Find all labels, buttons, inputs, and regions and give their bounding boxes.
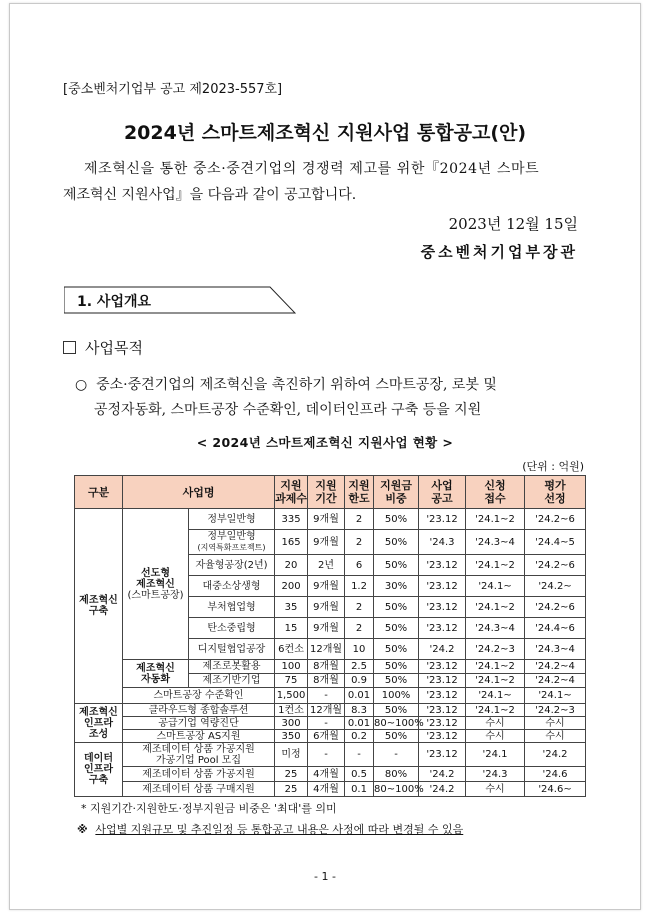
- cell-project-name: 제조기반기업: [189, 674, 275, 688]
- intro-line-1: 제조혁신을 통한 중소·중견기업의 경쟁력 제고를 위한『2024년 스마트: [84, 161, 540, 177]
- table-row: [75, 767, 586, 782]
- cell-notice: '23.12: [419, 743, 466, 767]
- cell-project-name: 정부일반형: [189, 509, 275, 530]
- header-category: 구분: [75, 476, 123, 509]
- header-target-count: 지원 과제수: [275, 476, 308, 509]
- cell-ratio: 50%: [374, 618, 419, 639]
- cell-notice: '23.12: [419, 618, 466, 639]
- cell-apply: '24.1~2: [466, 597, 525, 618]
- purpose-bullet-line-1: [75, 374, 497, 394]
- cell-apply: 수시: [466, 730, 525, 743]
- cell-ratio: 50%: [374, 639, 419, 660]
- footnote-subject-to-change: [77, 821, 463, 837]
- cell-notice: '23.12: [419, 717, 466, 730]
- group-manufacturing-build: 제조혁신 구축: [75, 509, 123, 704]
- cell-ratio: 50%: [374, 597, 419, 618]
- cell-period: 9개월: [308, 576, 345, 597]
- cell-count: 35: [275, 597, 308, 618]
- cell-project-name: 대중소상생형: [189, 576, 275, 597]
- cell-apply: 수시: [466, 717, 525, 730]
- cell-ratio: 50%: [374, 530, 419, 555]
- cell-limit: 10: [345, 639, 374, 660]
- cell-apply: '24.1~2: [466, 555, 525, 576]
- cell-project-name: 제조데이터 상품 가공지원: [123, 767, 275, 782]
- cell-ratio: 80~100%: [374, 717, 424, 729]
- cell-apply: '24.1~2: [466, 674, 525, 688]
- cell-eval: '24.2~4: [525, 674, 586, 688]
- cell-notice: '23.12: [419, 597, 466, 618]
- cell-limit: 6: [345, 555, 374, 576]
- cell-eval: '24.4~6: [525, 618, 586, 639]
- cell-ratio: 50%: [374, 730, 419, 743]
- purpose-bullet-text-1: 중소·중견기업의 제조혁신을 촉진하기 위하여 스마트공장, 로봇 및: [96, 377, 497, 393]
- cell-eval: '24.6: [525, 767, 586, 782]
- cell-limit: 2: [345, 530, 374, 555]
- cell-limit: 0.9: [345, 674, 374, 688]
- support-program-table: [74, 475, 586, 797]
- announcement-date: 2023년 12월 15일: [448, 215, 578, 233]
- cell-project-name: 자율형공장(2년): [189, 555, 275, 576]
- cell-count: 165: [275, 530, 308, 555]
- cell-limit: 0.01: [345, 717, 374, 730]
- header-notice: 사업 공고: [419, 476, 466, 509]
- cell-period: 9개월: [308, 597, 345, 618]
- cell-eval: 수시: [525, 717, 586, 730]
- cell-apply: '24.1~2: [466, 704, 525, 717]
- cell-period: 9개월: [308, 618, 345, 639]
- cell-project-name: 클라우드형 종합솔루션: [123, 704, 275, 717]
- header-ratio: 지원금 비중: [374, 476, 419, 509]
- cell-ratio: 50%: [374, 509, 419, 530]
- cell-apply: '24.3~4: [466, 530, 525, 555]
- cell-project-name: 공급기업 역량진단: [123, 717, 275, 730]
- cell-limit: 8.3: [345, 704, 374, 717]
- cell-apply: '24.1~2: [466, 660, 525, 674]
- cell-limit: 0.2: [345, 730, 374, 743]
- cell-count: 300: [275, 717, 308, 730]
- notice-number: [중소벤처기업부 공고 제2023-557호]: [63, 82, 283, 97]
- footnote-max-values: * 지원기간·지원한도·정부지원금 비중은 '최대'를 의미: [81, 802, 337, 815]
- cell-count: 6컨소: [275, 639, 308, 660]
- cell-count: 1컨소: [275, 704, 308, 717]
- footnote-change-text: 사업별 지원규모 및 추진일정 등 통합공고 내용은 사정에 따라 변경될 수 있음: [95, 823, 464, 836]
- cell-notice: '24.2: [419, 639, 466, 660]
- cell-limit: 2.5: [345, 660, 374, 674]
- cell-apply: '24.2~3: [466, 639, 525, 660]
- cell-ratio: 50%: [374, 674, 419, 688]
- purpose-bullet-line-2: 공정자동화, 스마트공장 수준확인, 데이터인프라 구축 등을 지원: [94, 402, 482, 418]
- cell-count: 25: [275, 767, 308, 782]
- cell-eval: '24.6~: [525, 782, 586, 797]
- cell-eval: '24.2~4: [525, 660, 586, 674]
- table-row: [75, 743, 586, 767]
- cell-project-name: 탄소중립형: [189, 618, 275, 639]
- cell-ratio: 50%: [374, 555, 419, 576]
- cell-ratio: 100%: [374, 688, 419, 704]
- header-eval: 평가 선정: [525, 476, 586, 509]
- cell-eval: 수시: [525, 730, 586, 743]
- cell-period: -: [308, 688, 345, 704]
- cell-apply: '24.3: [466, 767, 525, 782]
- cell-apply: '24.1~2: [466, 509, 525, 530]
- cell-apply: '24.1~: [466, 576, 525, 597]
- cell-limit: -: [345, 743, 374, 767]
- table-title: < 2024년 스마트제조혁신 지원사업 현황 >: [196, 435, 454, 450]
- cell-notice: '24.2: [419, 767, 466, 782]
- table-row: [75, 717, 586, 730]
- cell-limit: 0.1: [345, 782, 374, 797]
- cell-period: -: [308, 717, 345, 730]
- cell-count: 미정: [275, 743, 308, 767]
- cell-notice: '23.12: [419, 660, 466, 674]
- cell-period: 4개월: [308, 782, 345, 797]
- cell-eval: '24.1~: [525, 688, 586, 704]
- document-title: 2024년 스마트제조혁신 지원사업 통합공고(안): [123, 122, 527, 144]
- cell-ratio: 50%: [374, 660, 419, 674]
- cell-count: 335: [275, 509, 308, 530]
- cell-eval: '24.2~6: [525, 509, 586, 530]
- cell-project-name: 부처협업형: [189, 597, 275, 618]
- checkbox-square-icon: [63, 341, 76, 354]
- cell-count: 100: [275, 660, 308, 674]
- purpose-heading: [63, 337, 143, 358]
- table-row: [75, 730, 586, 743]
- cell-project-name: 스마트공장 수준확인: [123, 688, 275, 704]
- table-unit: (단위 : 억원): [522, 460, 584, 473]
- section-heading: 1. 사업개요: [77, 294, 152, 310]
- cell-project-name: 제조데이터 상품 구매지원: [123, 782, 275, 797]
- cell-notice: '24.2: [419, 782, 466, 797]
- group-manufacturing-infra: 제조혁신 인프라 조성: [75, 704, 123, 743]
- cell-notice: '23.12: [419, 688, 466, 704]
- cell-project-name: 제조데이터 상품 가공지원 가공기업 Pool 모집: [123, 743, 275, 767]
- subgroup-leading-smart-factory: 선도형 제조혁신 (스마트공장): [123, 509, 189, 660]
- cell-eval: '24.2: [525, 743, 586, 767]
- cell-apply: '24.1~: [466, 688, 525, 704]
- header-project: 사업명: [123, 476, 275, 509]
- cell-ratio: -: [374, 743, 419, 767]
- cell-period: 4개월: [308, 767, 345, 782]
- intro-line-2: 제조혁신 지원사업』을 다음과 같이 공고합니다.: [63, 187, 357, 203]
- cell-limit: 2: [345, 509, 374, 530]
- page-number: - 1 -: [314, 870, 336, 883]
- cell-apply: '24.3~4: [466, 618, 525, 639]
- cell-apply: '24.1: [466, 743, 525, 767]
- cell-eval: '24.3~4: [525, 639, 586, 660]
- cell-count: 75: [275, 674, 308, 688]
- cell-limit: 2: [345, 597, 374, 618]
- cell-project-name: 정부일반형 (지역특화프로젝트): [189, 530, 275, 555]
- cell-project-name: 제조로봇활용: [189, 660, 275, 674]
- cell-eval: '24.2~: [525, 576, 586, 597]
- cell-eval: '24.2~6: [525, 597, 586, 618]
- cell-notice: '23.12: [419, 509, 466, 530]
- table-row: [75, 688, 586, 704]
- cell-project-name: 디지털협업공장: [189, 639, 275, 660]
- cell-period: -: [308, 743, 345, 767]
- cell-notice: '23.12: [419, 704, 466, 717]
- cell-notice: '23.12: [419, 555, 466, 576]
- header-period: 지원 기간: [308, 476, 345, 509]
- table-row: [75, 782, 586, 797]
- cell-notice: '23.12: [419, 576, 466, 597]
- table-row: [75, 509, 586, 530]
- cell-period: 9개월: [308, 509, 345, 530]
- cell-notice: '23.12: [419, 730, 466, 743]
- cell-period: 9개월: [308, 530, 345, 555]
- cell-ratio: 50%: [374, 704, 419, 717]
- cell-limit: 2: [345, 618, 374, 639]
- cell-limit: 0.01: [345, 688, 374, 704]
- cell-count: 20: [275, 555, 308, 576]
- cell-notice: '24.3: [419, 530, 466, 555]
- ministry-signature: 중소벤처기업부장관: [420, 243, 578, 261]
- table-row: [75, 704, 586, 717]
- table-header-row: [75, 476, 586, 509]
- cell-period: 6개월: [308, 730, 345, 743]
- cell-count: 200: [275, 576, 308, 597]
- cell-period: 8개월: [308, 674, 345, 688]
- header-limit: 지원 한도: [345, 476, 374, 509]
- group-data-infra: 데이터 인프라 구축: [75, 743, 123, 797]
- cell-eval: '24.4~5: [525, 530, 586, 555]
- cell-count: 15: [275, 618, 308, 639]
- cell-limit: 0.5: [345, 767, 374, 782]
- cell-period: 12개월: [308, 639, 345, 660]
- cell-count: 25: [275, 782, 308, 797]
- cell-ratio: 30%: [374, 576, 419, 597]
- cell-eval: '24.2~3: [525, 704, 586, 717]
- cell-ratio: 80~100%: [374, 783, 424, 795]
- header-apply: 신청 접수: [466, 476, 525, 509]
- cell-project-name: 스마트공장 AS지원: [123, 730, 275, 743]
- cell-period: 12개월: [308, 704, 345, 717]
- cell-notice: '23.12: [419, 674, 466, 688]
- purpose-heading-text: 사업목적: [85, 339, 143, 357]
- cell-count: 350: [275, 730, 308, 743]
- cell-limit: 1.2: [345, 576, 374, 597]
- cell-period: 2년: [308, 555, 345, 576]
- reference-mark-icon: ※: [77, 823, 88, 836]
- cell-count: 1,500: [275, 688, 308, 704]
- subgroup-manufacturing-automation: 제조혁신 자동화: [123, 660, 189, 688]
- cell-eval: '24.2~6: [525, 555, 586, 576]
- cell-period: 8개월: [308, 660, 345, 674]
- circle-bullet-icon: ○: [75, 377, 88, 393]
- table-row: [75, 660, 586, 674]
- cell-ratio: 80%: [374, 767, 419, 782]
- cell-apply: 수시: [466, 782, 525, 797]
